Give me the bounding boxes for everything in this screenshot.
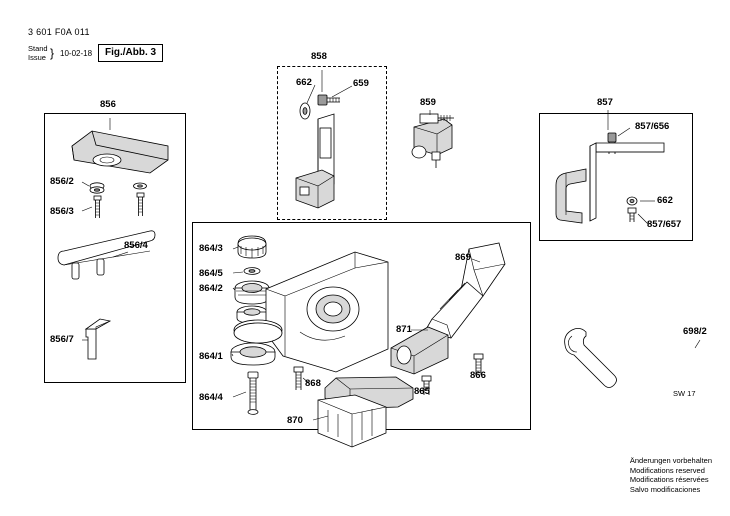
callout-857-656: 857/656 xyxy=(635,121,670,132)
callout-856-3: 856/3 xyxy=(50,206,74,217)
part-858-guide xyxy=(296,95,340,208)
callout-856-4: 856/4 xyxy=(124,240,148,251)
callout-856-7: 856/7 xyxy=(50,334,74,345)
callout-856: 856 xyxy=(100,99,116,110)
wrench-size-label: SW 17 xyxy=(673,389,696,398)
callout-866: 866 xyxy=(470,370,486,381)
callout-864-3: 864/3 xyxy=(199,243,223,254)
callout-869: 869 xyxy=(455,252,471,263)
revision-date: 10-02-18 xyxy=(60,49,93,58)
part-870-dust-cover xyxy=(318,377,413,447)
footer-line-fr: Modifications réservées xyxy=(629,475,709,484)
callout-662-top: 662 xyxy=(296,77,312,88)
part-859-clamp xyxy=(412,114,454,168)
callout-870: 870 xyxy=(287,415,303,426)
figure-label: Fig./Abb. 3 xyxy=(98,44,163,62)
callout-662-right: 662 xyxy=(657,195,673,206)
part-number: 3 601 F0A 011 xyxy=(28,27,90,37)
issue-label: Issue xyxy=(28,53,46,62)
part-698-2-wrench xyxy=(565,328,617,387)
part-868-screw xyxy=(294,367,303,390)
part-856-7-allen-key xyxy=(86,319,110,359)
callout-864-2: 864/2 xyxy=(199,283,223,294)
callout-858: 858 xyxy=(311,51,327,62)
leader-lines xyxy=(82,70,700,420)
callout-864-4: 864/4 xyxy=(199,392,223,403)
stand-label: Stand xyxy=(28,44,48,53)
part-864-2-collar xyxy=(235,281,269,323)
part-864-3-knob xyxy=(238,236,266,258)
part-857-bracket xyxy=(556,133,664,225)
part-856-base-plate xyxy=(72,131,168,173)
callout-857: 857 xyxy=(597,97,613,108)
callout-864-1: 864/1 xyxy=(199,351,223,362)
callout-864-5: 864/5 xyxy=(199,268,223,279)
part-856-4-handle xyxy=(58,231,155,279)
part-864-5-washer xyxy=(244,268,260,275)
callout-698-2: 698/2 xyxy=(683,326,707,337)
callout-659: 659 xyxy=(353,78,369,89)
part-864-4-bolt xyxy=(248,372,258,414)
part-856-3-screws xyxy=(94,193,144,218)
part-869-871-hose xyxy=(391,243,505,374)
part-856-2-washers xyxy=(90,183,147,193)
footer-line-en: Modifications reserved xyxy=(629,465,705,475)
callout-865: 865 xyxy=(414,386,430,397)
callout-859: 859 xyxy=(420,97,436,108)
callout-868: 868 xyxy=(305,378,321,389)
footer-line-es: Salvo modificaciones xyxy=(629,484,701,494)
callout-856-2: 856/2 xyxy=(50,176,74,187)
footer-line-de: Änderungen vorbehalten xyxy=(629,456,712,465)
header-brace: } xyxy=(50,46,55,60)
callout-857-657: 857/657 xyxy=(647,219,682,230)
part-864-1-ring xyxy=(231,343,275,365)
footer-notes xyxy=(630,456,712,494)
callout-871: 871 xyxy=(396,324,412,335)
